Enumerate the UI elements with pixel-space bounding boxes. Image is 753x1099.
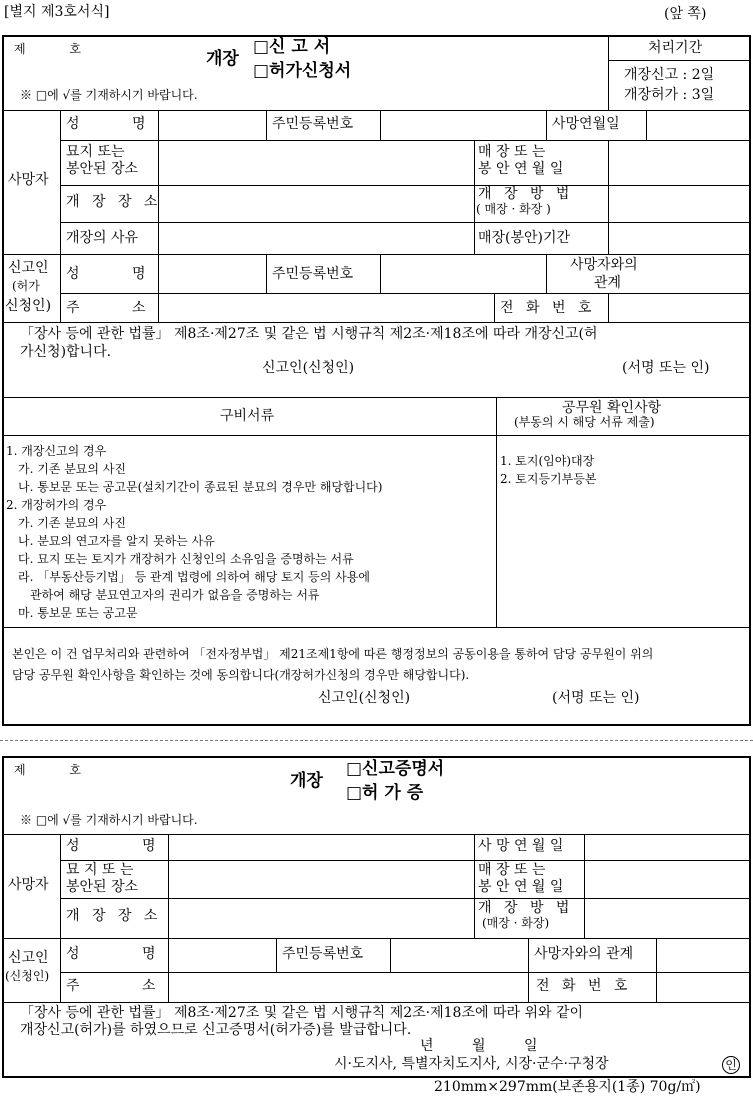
applicant-section-label: 신고인 [8,950,49,966]
reburial-date-label-2: 봉 안 연 월 일 [478,161,564,177]
option-permit-certificate-checkbox[interactable]: □허 가 증 [346,783,424,803]
burial-period-label: 매장(봉안)기간 [478,230,571,246]
relation-label: 사망자와의 [570,257,638,273]
issuer-name: 시·도지사, 특별자치도지사, 시장·군수·구청장 [334,1056,609,1072]
grave-label: 묘 지 또 는 [66,862,134,878]
seal-mark: 인 [722,1056,740,1074]
reburial-reason-field[interactable] [162,224,470,252]
applicant-address-label: 주 소 [66,978,165,994]
declaration-sign-note: (서명 또는 인) [622,360,710,376]
grave-label-2: 봉안된 장소 [66,161,139,177]
applicant-id-label: 주민등록번호 [282,946,364,962]
deceased-name-field[interactable] [162,112,264,138]
issue-date: 년 월 일 [420,1038,538,1054]
reburial-method-options: ( 매장 · 화장 ) [476,202,551,216]
grave-label-2: 봉안된 장소 [66,879,139,895]
death-date-label: 사망연월일 [552,116,620,132]
list-item: 1. 토지(임야)대장 [500,454,595,468]
applicant-address-field[interactable] [162,295,490,320]
certificate-text-2: 개장신고(허가)를 하였으므로 신고증명서(허가증)를 발급합니다. [20,1022,412,1038]
form-title: 개장 [206,49,239,69]
reburial-method-field[interactable] [588,900,746,936]
annex-label: [별지 제3호서식] [4,4,110,20]
applicant-address-label: 주 소 [66,300,155,316]
page-indicator: (앞 쪽) [664,6,707,22]
relation-field[interactable] [660,940,746,970]
consent-text: 본인은 이 건 업무처리와 관련하여 「전자정부법」 제21조제1항에 따른 행정정보의 공동이용을 통하여 담당 공무원이 위의 [12,647,654,661]
receipt-number-label: 제 호 [14,763,81,777]
processing-period-report: 개장신고 : 2일 [624,67,715,83]
required-docs-list [6,442,382,622]
death-date-label: 사 망 연 월 일 [478,838,564,854]
applicant-phone-field[interactable] [660,974,746,1000]
relation-label: 사망자와의 관계 [534,946,634,962]
reburial-date-label-2: 봉 안 연 월 일 [478,879,564,895]
list-item: 2. 개장허가의 경우 [6,498,107,512]
death-date-field[interactable] [588,836,746,858]
receipt-number-label: 제 호 [14,42,81,56]
applicant-id-field[interactable] [394,940,524,970]
list-item: 나. 통보문 또는 공고문(설치기간이 종료된 분묘의 경우만 해당합니다) [18,480,383,494]
applicant-phone-label: 전 화 번 호 [536,978,632,994]
applicant-section-label-2: (신청인) [5,969,50,983]
applicant-section-label: 신고인 [8,260,49,276]
applicant-address-field[interactable] [172,974,524,1000]
applicant-name-field[interactable] [162,256,264,291]
official-check-title: 공무원 확인사항 [562,400,662,416]
consent-sign-note: (서명 또는 인) [552,690,640,706]
applicant-name-label: 성 명 [66,266,155,282]
list-item: 관하여 해당 분묘연고자의 권리가 없음을 증명하는 서류 [30,588,320,602]
grave-field[interactable] [162,142,470,182]
applicant-phone-field[interactable] [612,295,746,320]
reburial-method-field[interactable] [612,188,746,220]
reburial-method-label: 개 장 방 법 [478,900,574,916]
applicant-id-label: 주민등록번호 [272,266,354,282]
paper-spec-footer: 210mm×297mm(보존용지(1종) 70g/㎡) [434,1079,701,1095]
reburial-place-field[interactable] [162,188,470,220]
relation-label-2: 관계 [594,275,622,291]
processing-period-title: 처리기간 [648,40,703,56]
reburial-method-label: 개 장 방 법 [478,186,574,202]
required-docs-title: 구비서류 [220,408,275,424]
applicant-phone-label: 전 화 번 호 [500,300,596,316]
reburial-place-label: 개 장 장 소 [66,908,162,924]
list-item: 마. 통보문 또는 공고문 [18,606,138,620]
check-instruction: ※ □에 √를 기재하시기 바랍니다. [20,88,198,102]
grave-label: 묘지 또는 [66,144,125,160]
consent-text-2: 담당 공무원 확인사항을 확인하는 것에 동의합니다(개장허가신청의 경우만 해당합니다). [12,668,470,682]
option-permit-checkbox[interactable]: □허가신청서 [253,61,352,81]
list-item: 가. 기존 분묘의 사진 [18,516,126,530]
processing-period-permit: 개장허가 : 3일 [624,87,715,103]
applicant-name-label: 성 명 [66,946,165,962]
cut-line [0,740,753,741]
deceased-section-label: 사망자 [8,877,49,893]
applicant-name-field[interactable] [172,940,272,970]
reburial-place-field[interactable] [172,900,470,936]
applicant-section-label-2: (허가 [12,279,40,293]
deceased-name-label: 성 명 [66,838,165,854]
deceased-id-field[interactable] [384,112,542,138]
reburial-date-field[interactable] [588,862,746,896]
reburial-reason-label: 개장의 사유 [66,230,139,246]
applicant-section-label-3: 신청인) [5,298,52,314]
list-item: 다. 묘지 또는 토지가 개장허가 신청인의 소유임을 증명하는 서류 [18,552,354,566]
grave-field[interactable] [172,862,470,896]
reburial-date-field[interactable] [612,142,746,182]
reburial-place-label: 개 장 장 소 [66,194,162,210]
option-report-checkbox[interactable]: □신 고 서 [253,37,331,57]
reburial-date-label: 매 장 또 는 [478,862,546,878]
list-item: 2. 토지등기부등본 [500,472,597,486]
applicant-id-field[interactable] [384,256,542,291]
consent-signer: 신고인(신청인) [318,690,411,706]
declaration-text: 「장사 등에 관한 법률」 제8조·제27조 및 같은 법 시행규칙 제2조·제18조에 따라 개장신고(허 [20,326,598,342]
list-item: 가. 기존 분묘의 사진 [18,462,126,476]
declaration-text-2: 가신청)합니다. [20,344,112,360]
list-item: 1. 개장신고의 경우 [6,444,107,458]
certificate-text: 「장사 등에 관한 법률」 제8조·제27조 및 같은 법 시행규칙 제2조·제18조에 따라 위와 같이 [20,1005,583,1021]
check-instruction: ※ □에 √를 기재하시기 바랍니다. [20,813,198,827]
deceased-section-label: 사망자 [8,172,49,188]
reburial-method-options: (매장 · 화장) [482,916,550,930]
deceased-name-label: 성 명 [66,116,155,132]
list-item: 라. 「부동산등기법」 등 관계 법령에 의하여 해당 토지 등의 사용에 [18,570,370,584]
official-check-list [500,452,596,488]
burial-period-field[interactable] [612,224,746,252]
option-report-certificate-checkbox[interactable]: □신고증명서 [346,759,445,779]
death-date-field[interactable] [650,112,746,138]
deceased-id-label: 주민등록번호 [272,116,354,132]
deceased-name-field[interactable] [172,836,470,858]
reburial-date-label: 매 장 또 는 [478,144,546,160]
declaration-signer: 신고인(신청인) [262,360,355,376]
official-check-subtitle: (부동의 시 해당 서류 제출) [514,415,655,429]
list-item: 나. 분묘의 연고자를 알지 못하는 사유 [18,534,215,548]
form-title: 개장 [290,771,323,791]
